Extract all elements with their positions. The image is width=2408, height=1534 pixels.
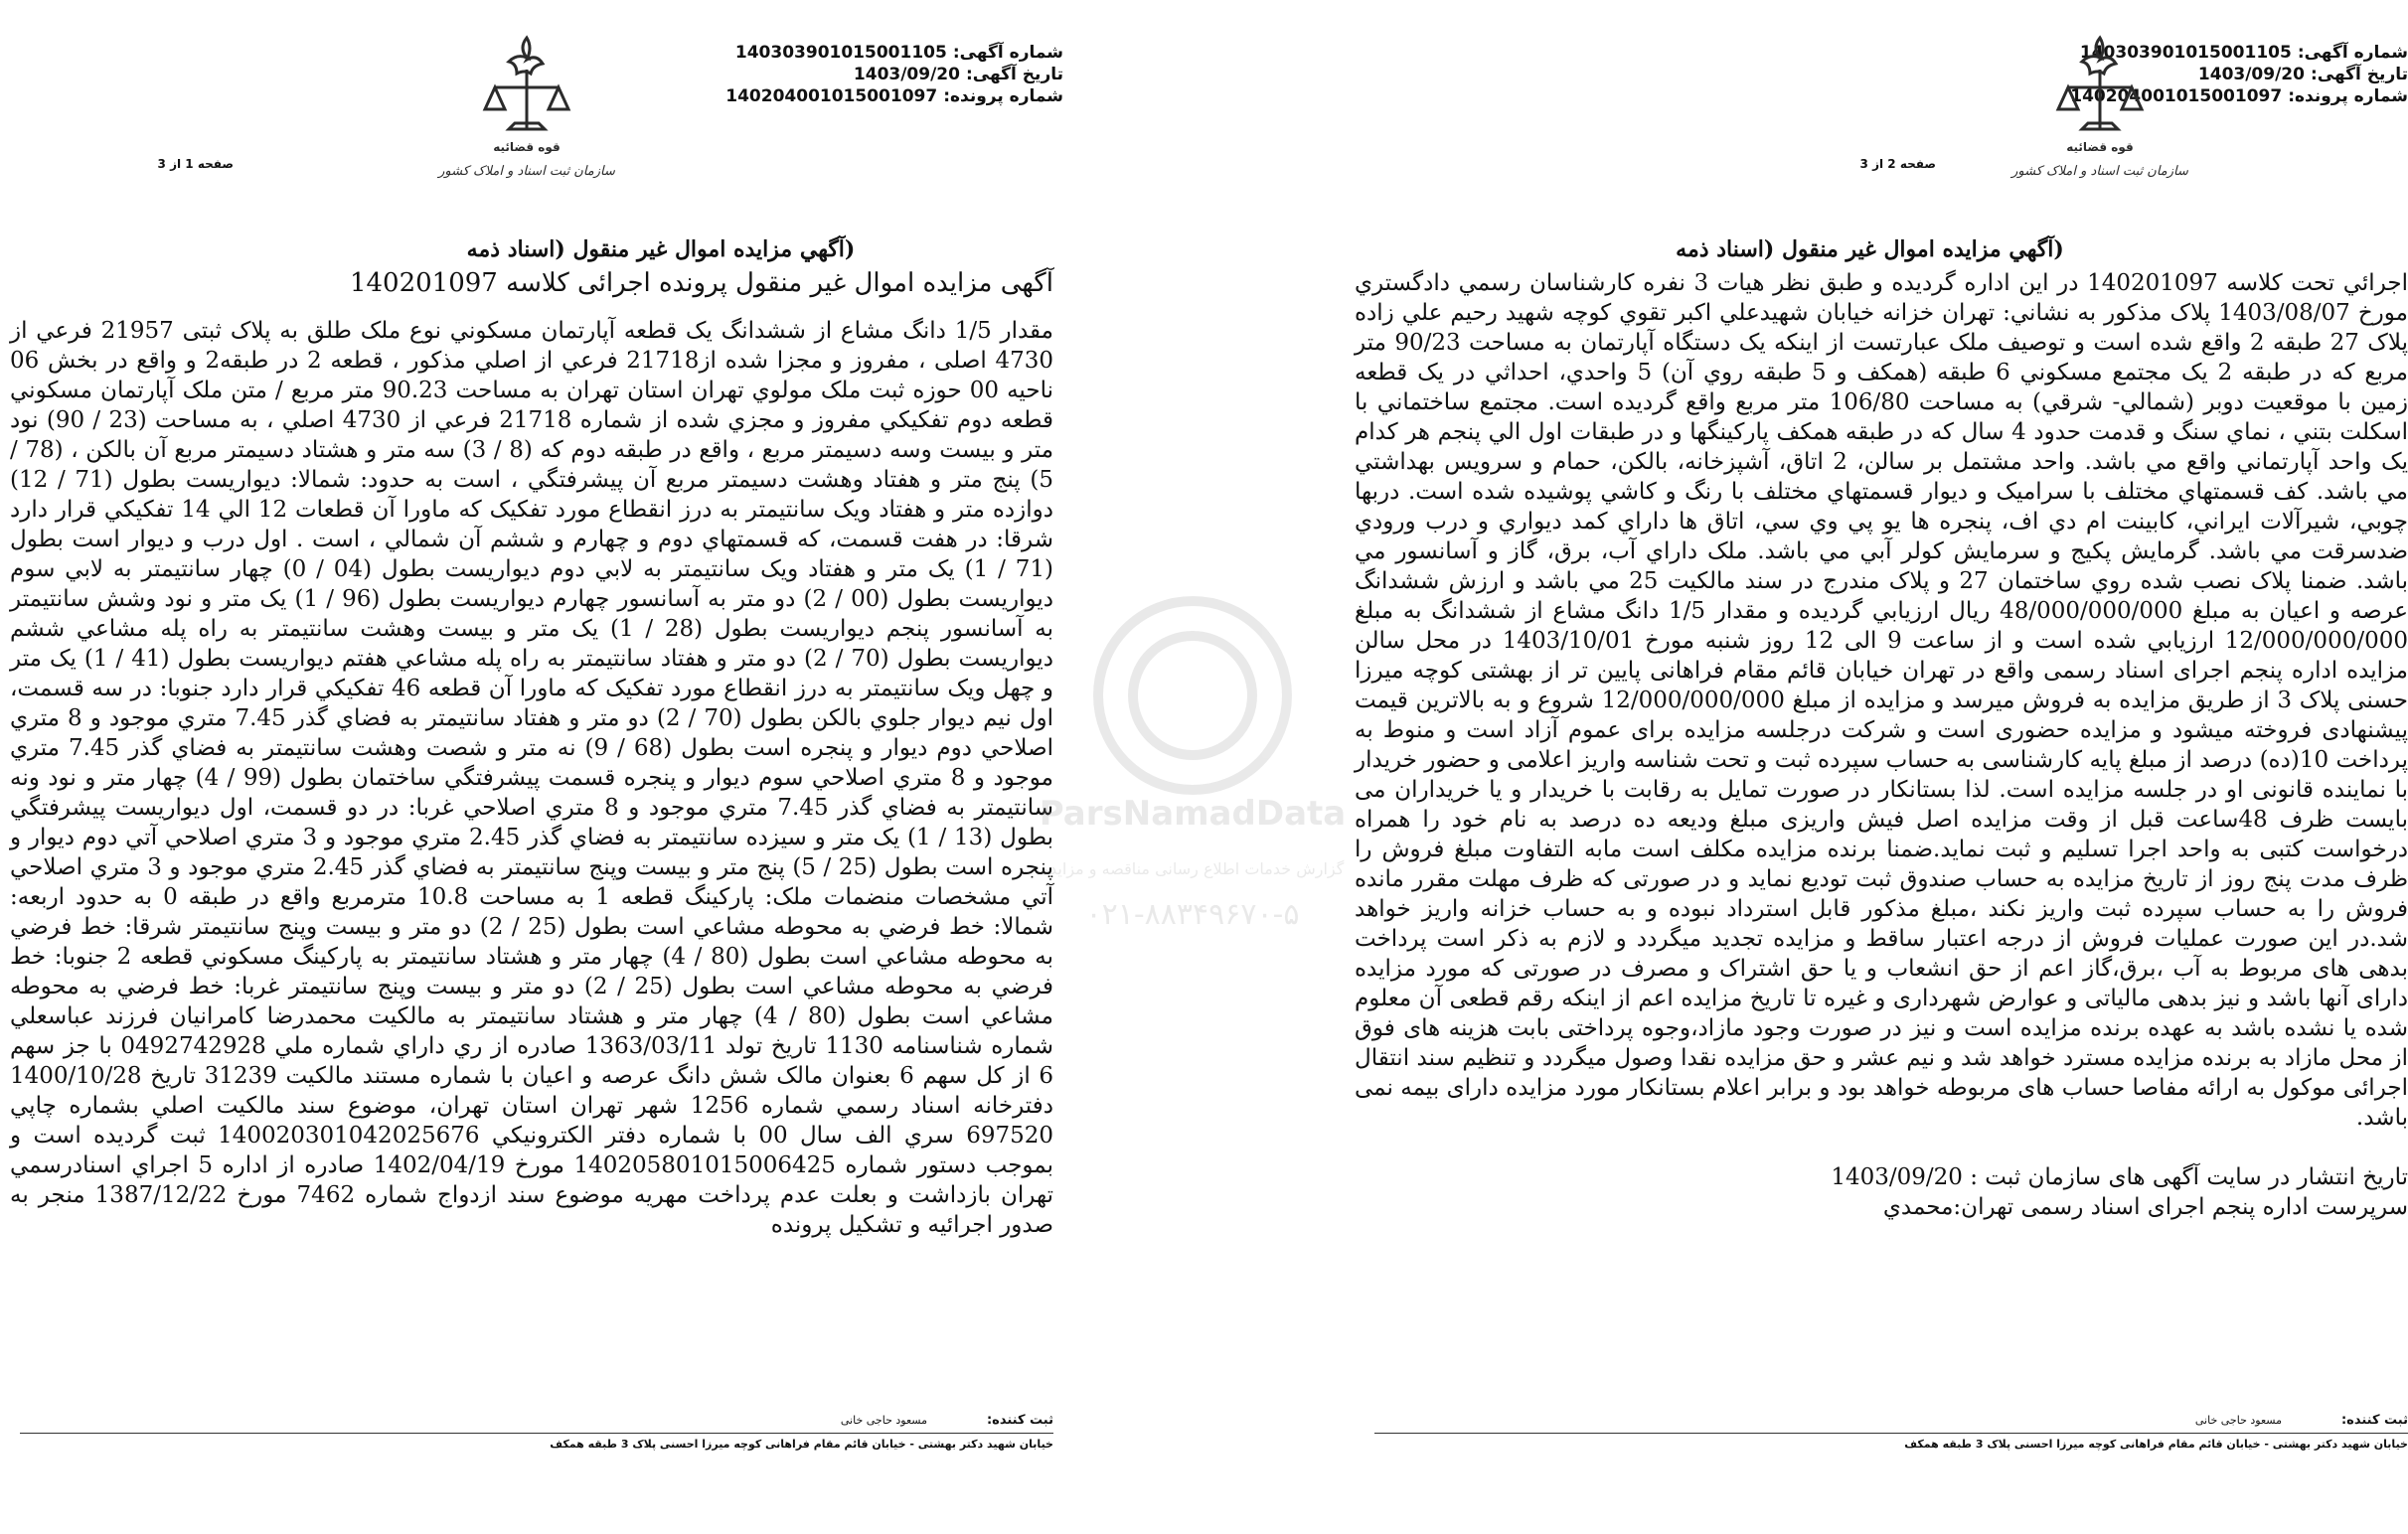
page-number: صفحه 2 از 3 [1859, 157, 1936, 171]
notice-number-label: شماره آگهی: [952, 43, 1063, 63]
emblem-bottom-text: سازمان ثبت اسناد و املاک کشور [438, 164, 615, 179]
office-address: خیابان شهید دکتر بهشتی - خیابان قائم مقام فراهانی کوچه میرزا احسنی پلاک 3 طبقه همکف [1374, 1433, 2408, 1451]
signature-line: سرپرست اداره پنجم اجرای اسناد رسمی تهران:محمدي [1882, 1194, 2408, 1220]
notice-date: 1403/09/20 [2197, 65, 2305, 84]
file-number-label: شماره پرونده: [943, 86, 1063, 106]
emblem-top-text: قوه قضائیه [493, 140, 561, 154]
page-footer [1355, 1413, 2408, 1451]
registrar-name: مسعود حاجی خانی [840, 1414, 927, 1427]
notice-date-label: تاریخ آگهی: [965, 65, 1063, 84]
watermark-brand: ParsNamadData [1039, 794, 1347, 834]
watermark-phone: ۰۲۱-۸۸۳۴۹۶۷۰-۵ [1085, 897, 1300, 932]
notice-date-label: تاریخ آگهی: [2310, 65, 2408, 84]
notice-subtitle: آگهی مزايده اموال غير منقول پرونده اجرائی کلاسه 140201097 [349, 268, 1053, 298]
notice-title: (آگهي مزايده اموال غير منقول (اسناد ذمه [466, 236, 856, 262]
registrar-name: مسعود حاجی خانی [2194, 1414, 2282, 1427]
page-footer [10, 1413, 1053, 1451]
registrar-label: ثبت کننده: [2340, 1413, 2408, 1428]
office-address: خیابان شهید دکتر بهشتی - خیابان قائم مقام فراهانی کوچه میرزا احسنی پلاک 3 طبقه همکف [20, 1433, 1053, 1451]
body-paragraph: اجرائي تحت كلاسه 140201097 در اين اداره گرديده و طبق نظر هيات 3 نفره كارشناسان رسمي دادگستري مورخ 1403/08/07 پلاک مذكور به نشاني: تهران خزانه خيابان شهيدعلي اكبر تقوي كوچه شهيد رحيم علي زاده پلاک 27 طبقه 2 واقع شده است و توصيف ملک عبارتست از اينكه يک دستگاه آپارتمان به مساحت 90/23 متر مربع كه در طبقه 2 يک مجتمع مسكوني 6 طبقه (همكف و 5 طبقه روي آن) 5 واحدي، احداثي در يک قطعه زمين با موقعيت دوبر (شمالي- شرقي) به مساحت 106/80 متر مربع واقع گرديده است. مجتمع ساختماني با اسكلت بتني ، نماي سنگ و قدمت حدود 4 سال كه در طبقه همكف پاركينگها و در طبقات اول الي پنجم هر كدام يک واحد آپارتماني واقع مي باشد. واحد مشتمل بر سالن، 2 اتاق، آشپزخانه، بالكن، حمام و سرويس بهداشتي مي باشد. كف قسمتهاي مختلف با سراميک و ديوار قسمتهاي مختلف با رنگ و كاشي پوشيده شده است. دربها چوبي، شيرآلات ايراني، كابينت ام دي اف، پنجره ها يو پي وي سي، اتاق ها داراي كمد ديواري و درب ورودي ضدسرقت مي باشد. گرمايش پكيج و سرمايش كولر آبي مي باشد. ملک داراي آب، برق، گاز و آسانسور مي باشد. ضمنا پلاک نصب شده روي ساختمان 27 و پلاک مندرج در سند مالكيت 25 مي باشد و ارزش ششدانگ عرصه و اعيان به مبلغ 48/000/000/000 ريال ارزيابي گرديده و مقدار 1/5 دانگ مشاع از ششدانگ به مبلغ 12/000/000/000 ارزيابي شده است و از ساعت 9 الی 12 روز شنبه مورخ 1403/10/01 در محل سالن مزايده اداره پنجم اجرای اسناد رسمی واقع در تهران خيابان قائم مقام فراهانی پايين تر از بهشتی کوچه ميرزا حسنی پلاک 3 از طريق مزايده به فروش ميرسد و مزايده از مبلغ 12/000/000/000 شروع و به بالاترين قيمت پيشنهادی فروخته ميشود و مزايده حضوری است و شرکت درجلسه مزايده برای عموم آزاد است و منوط به پرداخت 10(ده) درصد از مبلغ پايه کارشناسی به حساب سپرده ثبت و تحت شناسه واريز اعلامی و حضور خريدار با نماينده قانونی او در جلسه مزايده است. لذا بستانکار در صورت تمايل به رقابت با خريدار و يا خريداران می بايست ظرف 48ساعت قبل از وقت مزايده اصل فيش واريزی مبلغ وديعه ده درصد به نام خود را همراه درخواست کتبی به واحد اجرا تسليم و ثبت نمايد.ضمنا برنده مزايده مکلف است مابه التفاوت مبلغ فروش را ظرف مدت پنج روز از تاريخ مزايده به حساب صندوق ثبت توديع نمايد و در صورتی که ظرف مهلت مقرر مانده فروش را به حساب سپرده ثبت واريز نکند ،مبلغ مذکور قابل استرداد نبوده و به حساب خزانه واريز خواهد شد.در اين صورت عمليات فروش از درجه اعتبار ساقط و مزايده تجديد ميگردد و لازم به ذکر است پرداخت بدهی های مربوط به آب ،برق،گاز اعم از حق انشعاب و يا حق اشتراک و مصرف در صورتی که مورد مزايده دارای آنها باشد و نيز بدهی مالياتی و عوارض شهرداری و غيره تا تاريخ مزايده اعم از اينکه رقم قطعی آن معلوم شده يا نشده باشد به عهده برنده مزايده است و نيز در صورت وجود مازاد،وجوه پرداختی بابت هزينه های فوق از محل مازاد به برنده مزايده مسترد خواهد شد و نيم عشر و حق مزايده نقدا وصول ميگردد و تنظيم سند انتقال اجرائی موکول به ارائه مفاصا حساب های مربوطه خواهد بود و برابر اعلام بستانکار مورد مزايده دارای بيمه نمی باشد. [1355, 270, 2408, 1131]
notice-body [10, 268, 1053, 1240]
parsnamad-watermark [1014, 576, 1371, 994]
file-number-label: شماره پرونده: [2288, 86, 2408, 106]
notice-date: 1403/09/20 [853, 65, 960, 84]
watermark-tagline: گزارش خدمات اطلاع رسانی مناقصه و مزایده [1041, 859, 1345, 878]
judiciary-emblem-icon [378, 30, 615, 189]
notice-body [1355, 268, 2408, 1222]
notice-number-label: شماره آگهی: [2297, 43, 2408, 63]
emblem-top-text: قوه قضائیه [2066, 140, 2134, 154]
emblem-bottom-text: سازمان ثبت اسناد و املاک کشور [2011, 164, 2188, 179]
registrar-label: ثبت کننده: [986, 1413, 1053, 1428]
page-two [1332, 0, 2408, 1534]
notice-title: (آگهي مزايده اموال غير منقول (اسناد ذمه [1676, 236, 2064, 262]
notice-number: 140303901015001105 [2079, 43, 2292, 63]
publish-date-line: تاريخ انتشار در سايت آگهی های سازمان ثبت : 1403/09/20 [1831, 1164, 2408, 1190]
notice-number: 140303901015001105 [734, 43, 947, 63]
file-number: 140204001015001097 [2070, 86, 2283, 106]
page-number: صفحه 1 از 3 [157, 157, 234, 171]
notice-meta [720, 42, 1063, 107]
file-number: 140204001015001097 [725, 86, 938, 106]
body-paragraph: مقدار 1/5 دانگ مشاع از ششدانگ يک قطعه آپارتمان مسکوني نوع ملک طلق به پلاک ثبتی 21957 فرعي از 4730 اصلی ، مفروز و مجزا شده از21718 فرعي از اصلي مذكور ، قطعه 2 در طبقه2 و واقع در بخش 06 ناحيه 00 حوزه ثبت ملک مولوي تهران استان تهران به مساحت 90.23 متر مربع / متن ملک آپارتمان مسكوني قطعه دوم تفكيكي مفروز و مجزي شده از شماره 21718 فرعي از 4730 اصلي ، به مساحت (23 / 90) نود متر و بيست وسه دسيمتر مربع ، واقع در طبقه دوم كه (8 / 3) سه متر و هشتاد دسيمتر مربع آن بالكن ، (78 / 5) پنج متر و هفتاد وهشت دسيمتر مربع آن پيشرفتگي ، است به حدود: شمالا: ديواريست بطول (71 / 12) دوازده متر و هفتاد ويک سانتيمتر به درز انقطاع مورد تفكيک كه ماورا آن قطعات 12 الي 14 تفكيكي قرار دارد شرقا: در هفت قسمت، كه قسمتهاي دوم و چهارم و ششم آن شمالي ، است . اول درب و ديوار است بطول (71 / 1) يک متر و هفتاد ويک سانتيمتر به لابي دوم ديواريست بطول (04 / 0) چهار سانتيمتر به لابي سوم ديواريست بطول (00 / 2) دو متر به آسانسور چهارم ديواريست بطول (96 / 1) يک متر و نود وشش سانتيمتر به آسانسور پنجم ديواريست بطول (28 / 1) يک متر و بيست وهشت سانتيمتر به راه پله مشاعي ششم ديواريست بطول (70 / 2) دو متر و هفتاد سانتيمتر به راه پله مشاعي هفتم ديواريست بطول (41 / 1) يک متر و چهل ويک سانتيمتر به درز انقطاع مورد تفكيک كه ماورا آن قطعه 46 تفكيكي قرار دارد جنوبا: در سه قسمت، اول نيم ديوار جلوي بالكن بطول (70 / 2) دو متر و هفتاد سانتيمتر به فضاي گذر 7.45 متري موجود و 8 متري اصلاحي دوم ديوار و پنجره است بطول (68 / 9) نه متر و شصت وهشت سانتيمتر به فضاي گذر 7.45 متري موجود و 8 متري اصلاحي سوم ديوار و پنجره قسمت پيشرفتگي ساختمان بطول (99 / 4) چهار متر و نود ونه سانتيمتر به فضاي گذر 7.45 متري موجود و 8 متري اصلاحي غربا: در دو قسمت، اول ديواريست پيشرفتگي بطول (13 / 1) يک متر و سيزده سانتيمتر به فضاي گذر 2.45 متري موجود و 3 متري اصلاحي آتي دوم ديوار و پنجره است بطول (25 / 5) پنج متر و بيست وپنج سانتيمتر به فضاي گذر 2.45 متري موجود و 3 متري اصلاحي آتي مشخصات منضمات ملک: پاركينگ قطعه 1 به مساحت 10.8 مترمربع واقع در طبقه 0 به حدود اربعه: شمالا: خط فرضي به محوطه مشاعي است بطول (25 / 2) دو متر و بيست وپنج سانتيمتر شرقا: خط فرضي به محوطه مشاعي است بطول (80 / 4) چهار متر و هشتاد سانتيمتر به پاركينگ مسكوني قطعه 2 جنوبا: خط فرضي به محوطه مشاعي است بطول (25 / 2) دو متر و بيست وپنج سانتيمتر غربا: خط فرضي به محوطه مشاعي است بطول (80 / 4) چهار متر و هشتاد سانتيمتر به مالکيت محمدرضا کامرانيان فرزند عباسعلي شماره شناسنامه 1130 تاريخ تولد 1363/03/11 صادره از ري داراي شماره ملي 0492742928 با جز سهم 6 از کل سهم 6 بعنوان مالک شش دانگ عرصه و اعيان با شماره مستند مالکيت 31239 تاريخ 1400/10/28 دفترخانه اسناد رسمي شماره 1256 شهر تهران استان تهران، موضوع سند مالکيت اصلي بشماره چاپي 697520 سري الف سال 00 با شماره دفتر الکترونيکي 140020301042025676 ثبت گرديده است و بموجب دستور شماره 140205801015006425 مورخ 1402/04/19 صادره از اداره 5 اجراي اسنادرسمي تهران بازداشت و بعلت عدم پرداخت مهريه موضوع سند ازدواج شماره 7462 مورخ 1387/12/22 منجر به صدور اجرائيه و تشكيل پرونده [10, 318, 1054, 1238]
